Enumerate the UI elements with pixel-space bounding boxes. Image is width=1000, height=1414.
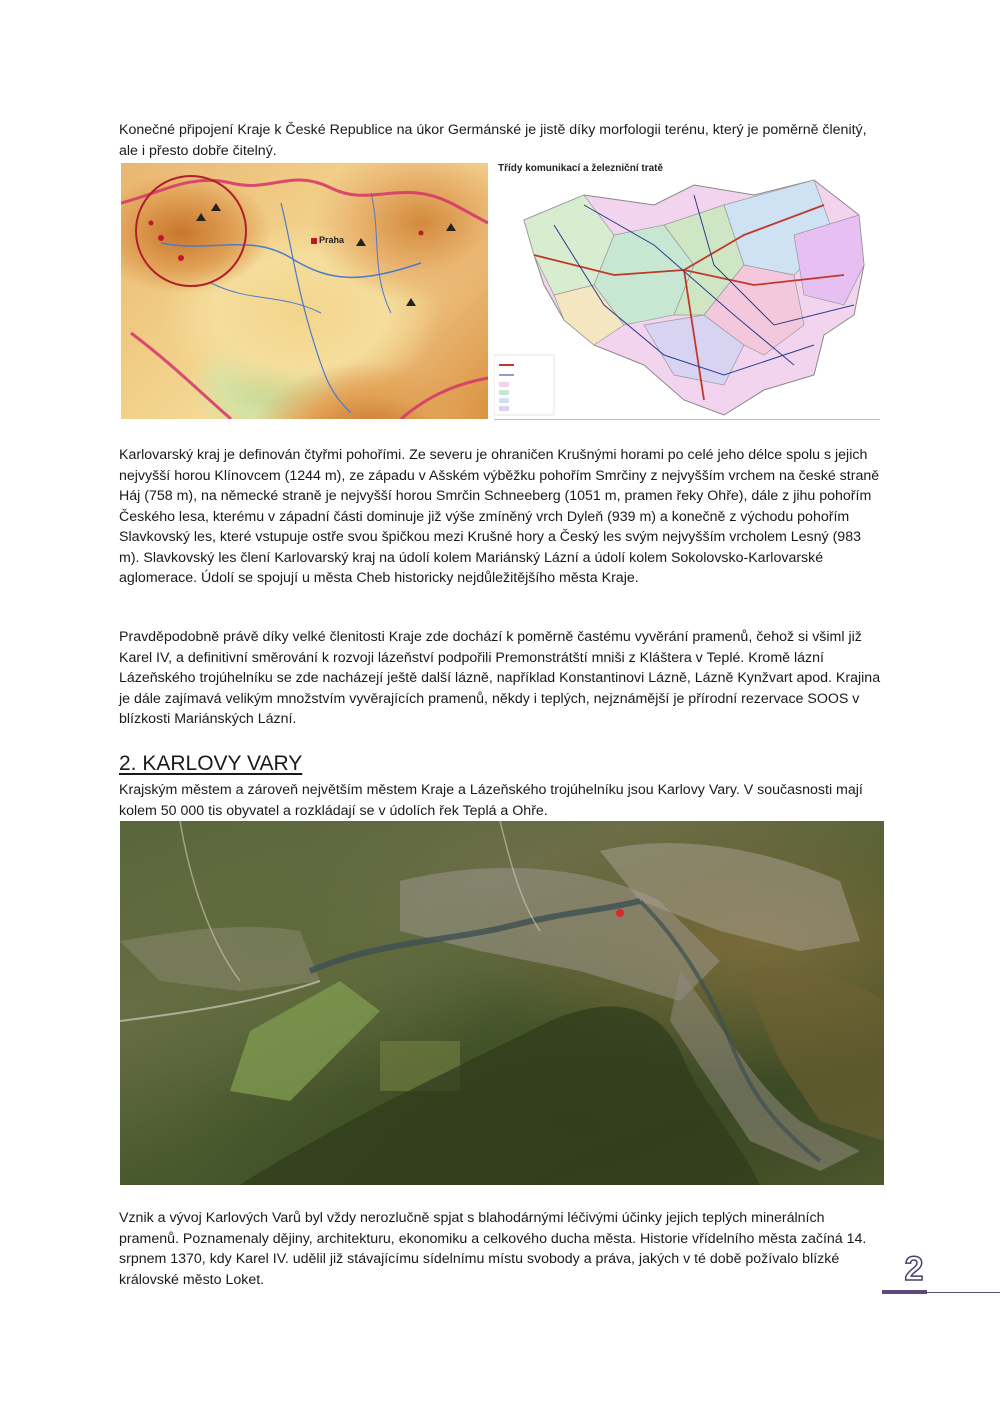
relief-map-image — [121, 163, 488, 419]
section-heading: 2. KARLOVY VARY — [119, 752, 303, 775]
roads-map-image — [494, 175, 880, 420]
page-number: 2 — [904, 1250, 924, 1288]
highlight-circle — [136, 176, 246, 286]
aerial-photo — [120, 821, 884, 1185]
history-paragraph: Vznik a vývoj Karlových Varů byl vždy nerozlučně spjat s blahodárnými léčivými účinky jejich teplých minerálních pramenů. Poznamenaly dějiny, architekturu, ekonomiku a celkového ducha města. Historie vřídelního města začíná 14. srpnem 1370, kdy Karel IV. udělil již stávajícímu sídelnímu místu svobody a práva, jakých v té době požívalo blízké královské město Loket. — [119, 1210, 867, 1288]
karlovy-vary-intro-paragraph: Krajským městem a zároveň největším městem Kraje a Lázeňského trojúhelníku jsou Karlovy Vary. V současnosti mají kolem 50 000 tis obyvatel a rozkládají se v údolích řek Teplá a Ohře. — [119, 782, 863, 819]
roads-map-caption: Třídy komunikací a železniční tratě — [498, 163, 664, 174]
intro-paragraph: Konečné připojení Kraje k České Republice na úkor Germánské je jistě díky morfologii terénu, který je poměrně členitý, ale i přesto dobře čitelný. — [119, 122, 867, 159]
page-rule-accent — [882, 1290, 927, 1294]
springs-paragraph: Pravděpodobně právě díky velké členitosti Kraje zde dochází k poměrně častému vyvěrání pramenů, čehož si všiml již Karel IV, a definitivní směrování k rozvoji lázeňství podpořili Premonstrátští mniši z Kláštera v Teplé. Kromě lázní Lázeňského trojúhelníku se zde nacházejí ještě další lázně, například Konstantinovi Lázně, Lázně Kynžvart apod. Krajina je dále zajímavá velikým množstvím vyvěrajících pramenů, někdy i teplých, nejznámější je přírodní rezervace SOOS v blízkosti Mariánských Lázní. — [119, 629, 881, 727]
relief-map-city-label: Praha — [319, 235, 345, 245]
map-divider — [494, 419, 880, 420]
mountains-paragraph: Karlovarský kraj je definován čtyřmi pohořími. Ze severu je ohraničen Krušnými horami po celé jeho délce spolu s jejich nejvyšší horou Klínovcem (1244 m), ze západu v Ašském výběžku pohořím Smrčiny z nejvyšším vrchem na české straně Háj (758 m), na německé straně je nejvyšší horou Smrčin Schneeberg (1051 m, pramen řeky Ohře), dále z jihu pohořím Českého lesa, kterému v západní části dominuje již výše zmíněný vrch Dyleň (939 m) a konečně z východu pohořím Slavkovský les, které vstupuje ostře svou špičkou mezi Krušné hory a Český les svým nejvyšším vrcholem Lesný (983 m). Slavkovský les člení Karlovarský kraj na údolí kolem Mariánský Lázní a údolí kolem Sokolovsko-Karlovarské aglomerace. Údolí se spojují u města Cheb historicky nejdůležitějšího města Kraje. — [119, 447, 880, 586]
page-rule-line — [927, 1292, 1000, 1293]
